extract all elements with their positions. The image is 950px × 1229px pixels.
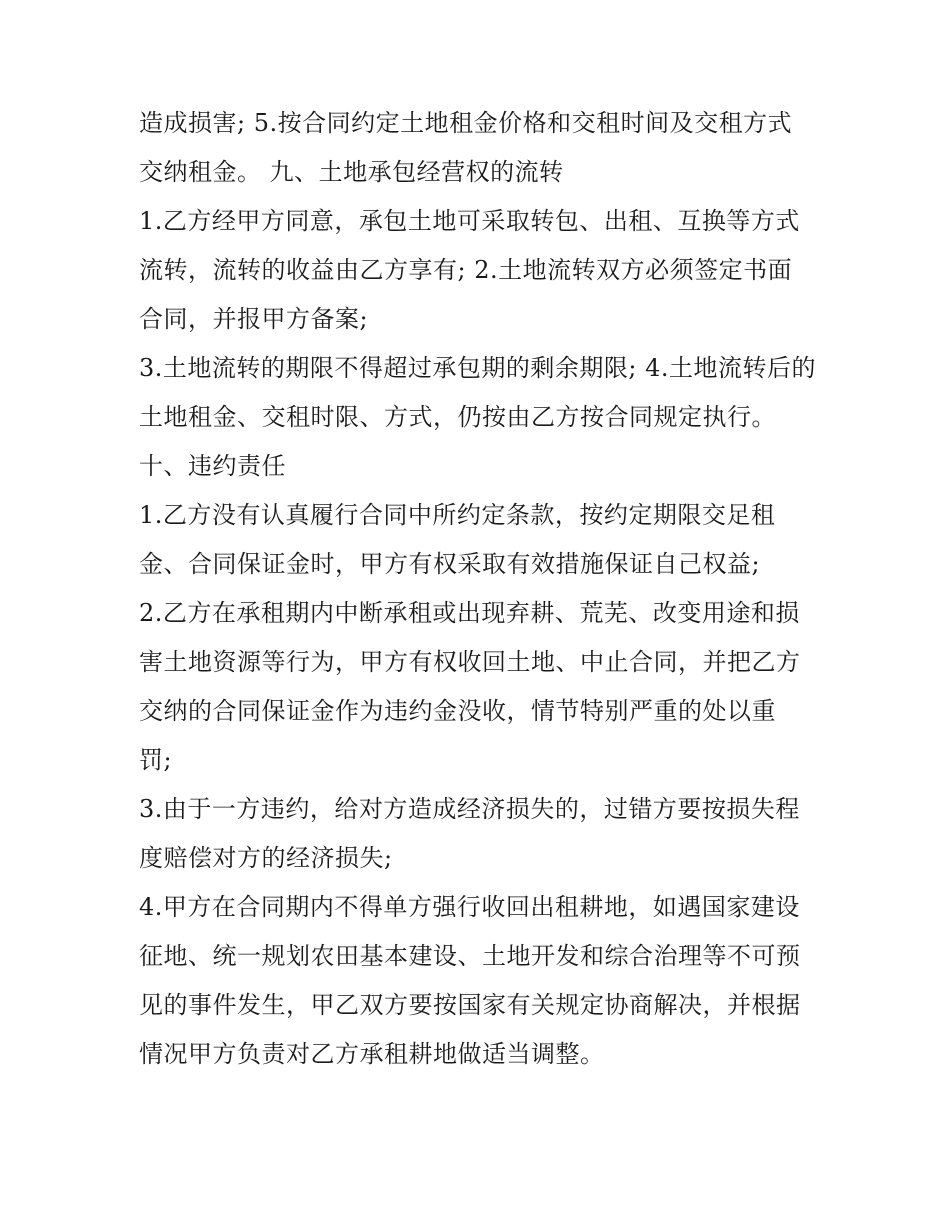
text-line: 征地、统一规划农田基本建设、土地开发和综合治理等不可预	[139, 942, 801, 970]
text-line: 度赔偿对方的经济损失;	[139, 844, 393, 872]
document-body	[139, 106, 829, 1086]
text-line: 3.由于一方违约，给对方造成经济损失的，过错方要按损失程	[139, 795, 800, 823]
text-line: 害土地资源等行为，甲方有权收回土地、中止合同，并把乙方	[139, 648, 801, 676]
text-line: 见的事件发生，甲乙双方要按国家有关规定协商解决，并根据	[139, 991, 801, 1019]
text-line: 合同，并报甲方备案;	[139, 305, 369, 333]
text-line: 流转，流转的收益由乙方享有; 2.土地流转双方必须签定书面	[139, 256, 793, 284]
text-line: 罚;	[139, 746, 173, 774]
text-line: 金、合同保证金时，甲方有权采取有效措施保证自己权益;	[139, 550, 761, 578]
text-line: 情况甲方负责对乙方承租耕地做适当调整。	[139, 1040, 605, 1068]
text-line: 2.乙方在承租期内中断承租或出现弃耕、荒芜、改变用途和损	[139, 599, 800, 627]
text-line: 3.土地流转的期限不得超过承包期的剩余期限; 4.土地流转后的	[139, 354, 817, 382]
text-line: 4.甲方在合同期内不得单方强行收回出租耕地，如遇国家建设	[139, 893, 800, 921]
text-line: 1.乙方经甲方同意，承包土地可采取转包、出租、互换等方式	[139, 207, 800, 235]
text-line: 交纳租金。 九、土地承包经营权的流转	[139, 158, 564, 186]
text-line: 交纳的合同保证金作为违约金没收，情节特别严重的处以重	[139, 697, 776, 725]
text-line: 土地租金、交租时限、方式，仍按由乙方按合同规定执行。	[139, 403, 776, 431]
text-line: 造成损害; 5.按合同约定土地租金价格和交租时间及交租方式	[139, 109, 793, 137]
section-heading: 十、违约责任	[139, 452, 286, 480]
text-line: 1.乙方没有认真履行合同中所约定条款，按约定期限交足租	[139, 501, 776, 529]
